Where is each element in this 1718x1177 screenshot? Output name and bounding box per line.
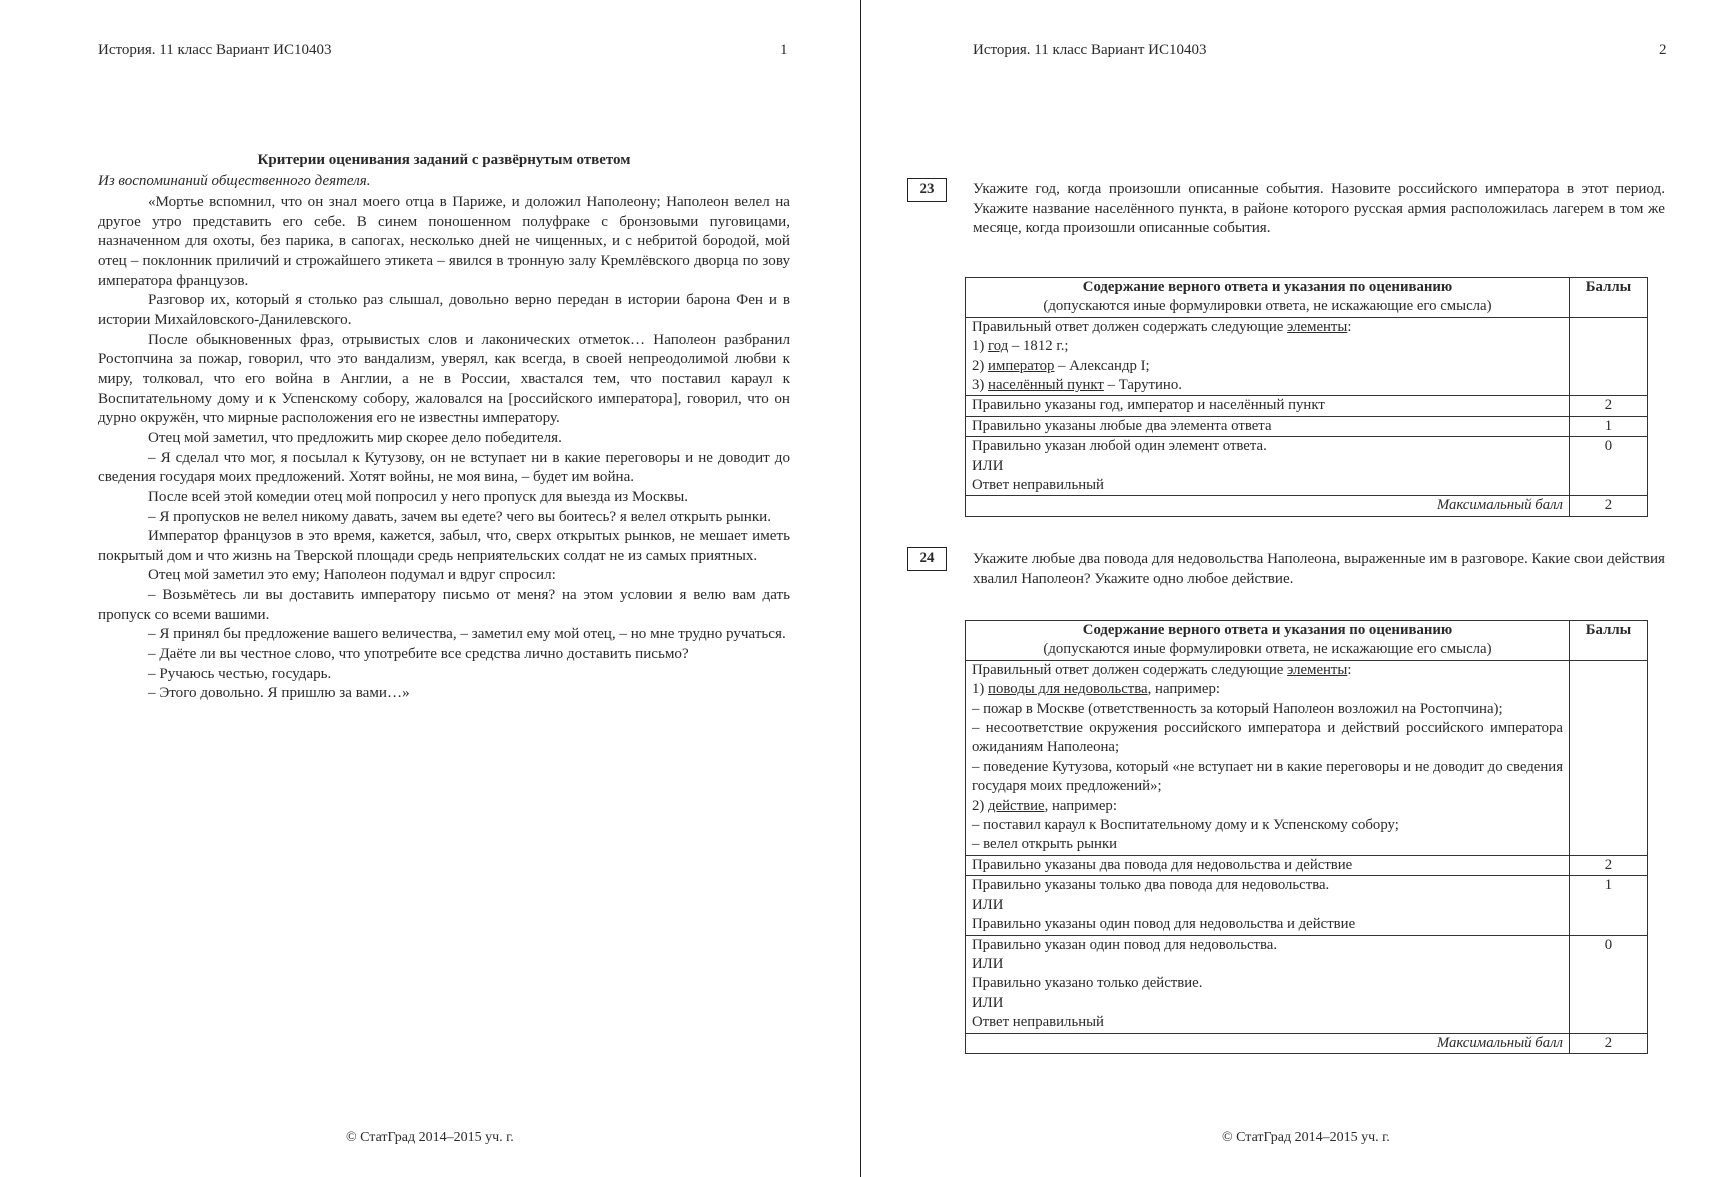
points-header: Баллы xyxy=(1570,621,1648,661)
right-page xyxy=(862,0,1718,1177)
points-cell xyxy=(1570,317,1648,396)
question-23-criteria-table xyxy=(965,277,1648,517)
answer-content: Правильный ответ должен содержать следующие элементы: 1) год – 1812 г.; 2) император – Александр I; 3) населённый пункт – Тарутино. xyxy=(966,317,1570,396)
answer-content: Правильный ответ должен содержать следующие элементы: 1) поводы для недовольства, например: – пожар в Москве (ответственность за который Наполеон возложил на Ростопчина); – несоответствие окружения российского императора и действий российского императора ожиданиям Наполеона; – поведение Кутузова, который «не вступает ни в какие переговоры и не доводит до сведения государя моих предложений»; 2) действие, например: – поставил караул к Воспитательному дому и к Успенскому собору; – велел открыть рынки xyxy=(966,660,1570,855)
points-cell xyxy=(1570,660,1648,855)
table-header: Содержание верного ответа и указания по оцениванию (допускаются иные формулировки ответа, не искажающие его смысла) xyxy=(966,621,1570,661)
points-header: Баллы xyxy=(1570,278,1648,318)
paragraph: Император французов в это время, кажется, забыл, что, сверх открытых рынков, не мешает иметь покрытый дом и что жизнь на Тверской площади средь неприятельских солдат не из самых приятных. xyxy=(98,528,790,564)
page-footer: © СтатГрад 2014–2015 уч. г. xyxy=(346,1130,514,1145)
page-divider xyxy=(860,0,861,1177)
source-text xyxy=(98,193,790,704)
table-row: Правильно указаны два повода для недовольства и действие 2 xyxy=(966,855,1648,875)
source-intro: Из воспоминаний общественного деятеля. xyxy=(98,173,371,189)
table-header: Содержание верного ответа и указания по оцениванию (допускаются иные формулировки ответа, не искажающие его смысла) xyxy=(966,278,1570,318)
question-24-text: Укажите любые два повода для недовольства Наполеона, выраженные им в разговоре. Какие свои действия хвалил Наполеон? Укажите одно любое действие. xyxy=(973,551,1665,587)
page-number: 2 xyxy=(1659,42,1667,58)
max-score-row: Максимальный балл 2 xyxy=(966,1033,1648,1053)
paragraph: После всей этой комедии отец мой попросил у него пропуск для выезда из Москвы. xyxy=(148,488,689,505)
paragraph: – Даёте ли вы честное слово, что употребите все средства лично доставить письмо? xyxy=(148,646,689,663)
table-row: Правильно указан любой один элемент ответа. ИЛИ Ответ неправильный 0 xyxy=(966,437,1648,496)
table-row: Правильно указан один повод для недовольства. ИЛИ Правильно указано только действие. ИЛИ Ответ неправильный 0 xyxy=(966,935,1648,1033)
question-23-text: Укажите год, когда произошли описанные события. Назовите российского императора в этот период. Укажите название населённого пункта, в районе которого русская армия расположилась лагерем в том же месяце, когда произошли описанные события. xyxy=(973,181,1665,237)
page-header: История. 11 класс Вариант ИС10403 xyxy=(973,42,1207,58)
document-title: Критерии оценивания заданий с развёрнутым ответом xyxy=(257,152,631,168)
paragraph: – Я принял бы предложение вашего величества, – заметил ему мой отец, – но мне трудно ручаться. xyxy=(148,626,786,643)
question-24-criteria-table xyxy=(965,620,1648,1054)
table-row: Правильно указаны год, император и населённый пункт 2 xyxy=(966,396,1648,416)
paragraph: – Я пропусков не велел никому давать, зачем вы едете? чего вы боитесь? я велел открыть рынки. xyxy=(148,508,772,525)
paragraph: После обыкновенных фраз, отрывистых слов и лаконических отметок… Наполеон разбранил Ростопчина за пожар, говорил, что это вандализм, уверял, как всегда, в своей непреодолимой любви к миру, толковал, что его война в Англии, а не в России, хвастался тем, что поставил караул к Воспитательному дому и к Успенскому собору, жаловался на [российского императора], говорил, что он дурно окружён, что мирные расположения его не известны императору. xyxy=(98,331,790,427)
paragraph: Отец мой заметил, что предложить мир скорее дело победителя. xyxy=(148,429,562,446)
max-score-row: Максимальный балл 2 xyxy=(966,496,1648,516)
table-row: Правильно указаны только два повода для недовольства. ИЛИ Правильно указаны один повод для недовольства и действие 1 xyxy=(966,876,1648,935)
paragraph: – Ручаюсь честью, государь. xyxy=(148,665,332,682)
paragraph: – Я сделал что мог, я посылал к Кутузову, он не вступает ни в какие переговоры и не доводит до сведения государя моих предложений. Хотят войны, не моя вина, – будет им война. xyxy=(98,449,790,486)
paragraph: – Возьмётесь ли вы доставить императору письмо от меня? на этом условии я велю вам дать пропуск со всеми вашими. xyxy=(98,587,790,623)
table-row: Правильно указаны любые два элемента ответа 1 xyxy=(966,416,1648,436)
page-footer: © СтатГрад 2014–2015 уч. г. xyxy=(1222,1130,1390,1145)
page-header: История. 11 класс Вариант ИС10403 xyxy=(98,42,332,58)
page-number: 1 xyxy=(780,42,788,58)
question-24-number: 24 xyxy=(907,547,947,571)
paragraph: «Мортье вспомнил, что он знал моего отца в Париже, и доложил Наполеону; Наполеон велел на другое утро представить его себе. В синем поношенном полуфраке с бронзовыми пуговицами, назначенном для охоты, без парика, в сапогах, несколько дней не чищенных, и с небритой бородой, мой отец – поклонник приличий и строжайшего этикета – явился в тронную залу Кремлёвского дворца по зову императора французов. xyxy=(98,194,790,289)
paragraph: Отец мой заметил это ему; Наполеон подумал и вдруг спросил: xyxy=(148,567,556,584)
paragraph: Разговор их, который я столько раз слышал, довольно верно передан в истории барона Фен и в истории Михайловского-Данилевского. xyxy=(98,292,790,328)
paragraph: – Этого довольно. Я пришлю за вами…» xyxy=(148,685,410,702)
question-23-number: 23 xyxy=(907,178,947,202)
